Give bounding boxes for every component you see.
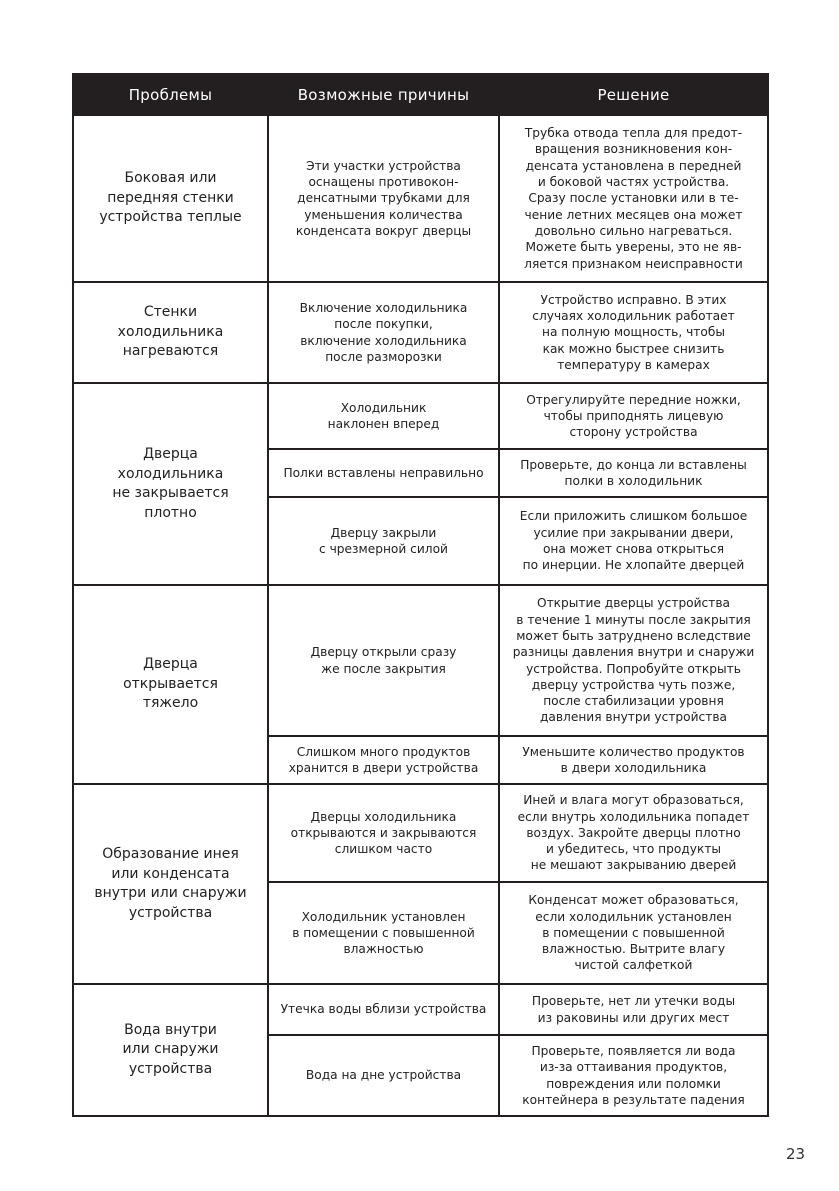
cause-cell: Холодильник установлен в помещении с повышенной влажностью <box>268 882 499 984</box>
table-row <box>73 784 768 882</box>
problem-cell: Вода внутри или снаружи устройства <box>73 984 268 1116</box>
problem-cell: Образование инея или конденсата внутри или снаружи устройства <box>73 784 268 984</box>
problem-cell: Дверца открывается тяжело <box>73 585 268 784</box>
solution-cell: Трубка отвода тепла для предот- вращения возникновения кон- денсата установлена в передней и боковой частях устройства. Сразу после установки или в те- чение летних месяцев она может довольно сильно нагреваться. Можете быть уверены, это не яв- ляется признаком неисправности <box>499 115 768 282</box>
solution-cell: Проверьте, до конца ли вставлены полки в холодильник <box>499 449 768 497</box>
cause-cell: Слишком много продуктов хранится в двери устройства <box>268 736 499 784</box>
cause-cell: Включение холодильника после покупки, включение холодильника после разморозки <box>268 282 499 383</box>
cause-cell: Холодильник наклонен вперед <box>268 383 499 449</box>
cause-cell: Дверцы холодильника открываются и закрываются слишком часто <box>268 784 499 882</box>
header-solution: Решение <box>499 74 768 115</box>
solution-cell: Конденсат может образоваться, если холодильник установлен в помещении с повышенной влажностью. Вытрите влагу чистой салфеткой <box>499 882 768 984</box>
solution-cell: Отрегулируйте передние ножки, чтобы приподнять лицевую сторону устройства <box>499 383 768 449</box>
table-row <box>73 383 768 449</box>
cause-cell: Полки вставлены неправильно <box>268 449 499 497</box>
solution-cell: Устройство исправно. В этих случаях холодильник работает на полную мощность, чтобы как можно быстрее снизить температуру в камерах <box>499 282 768 383</box>
problem-cell: Дверца холодильника не закрывается плотно <box>73 383 268 585</box>
problem-cell: Боковая или передняя стенки устройства теплые <box>73 115 268 282</box>
solution-cell: Проверьте, появляется ли вода из-за оттаивания продуктов, повреждения или поломки контейнера в результате падения <box>499 1035 768 1116</box>
problem-cell: Стенки холодильника нагреваются <box>73 282 268 383</box>
cause-cell: Вода на дне устройства <box>268 1035 499 1116</box>
cause-cell: Утечка воды вблизи устройства <box>268 984 499 1035</box>
table-row <box>73 282 768 383</box>
table-row <box>73 984 768 1035</box>
troubleshooting-table <box>72 73 769 1117</box>
cause-cell: Дверцу открыли сразу же после закрытия <box>268 585 499 736</box>
solution-cell: Иней и влага могут образоваться, если внутрь холодильника попадет воздух. Закройте дверцы плотно и убедитесь, что продукты не мешают закрыванию дверей <box>499 784 768 882</box>
solution-cell: Уменьшите количество продуктов в двери холодильника <box>499 736 768 784</box>
table-row <box>73 115 768 282</box>
header-causes: Возможные причины <box>268 74 499 115</box>
cause-cell: Дверцу закрыли с чрезмерной силой <box>268 497 499 585</box>
header-row <box>73 74 768 115</box>
header-problems: Проблемы <box>73 74 268 115</box>
cause-cell: Эти участки устройства оснащены противокон- денсатными трубками для уменьшения количества конденсата вокруг дверцы <box>268 115 499 282</box>
solution-cell: Открытие дверцы устройства в течение 1 минуты после закрытия может быть затруднено вследствие разницы давления внутри и снаружи устройства. Попробуйте открыть дверцу устройства чуть позже, после стабилизации уровня давления внутри устройства <box>499 585 768 736</box>
solution-cell: Если приложить слишком большое усилие при закрывании двери, она может снова открыться по инерции. Не хлопайте дверцей <box>499 497 768 585</box>
table-row <box>73 585 768 736</box>
page-number: 23 <box>786 1145 806 1163</box>
solution-cell: Проверьте, нет ли утечки воды из раковины или других мест <box>499 984 768 1035</box>
